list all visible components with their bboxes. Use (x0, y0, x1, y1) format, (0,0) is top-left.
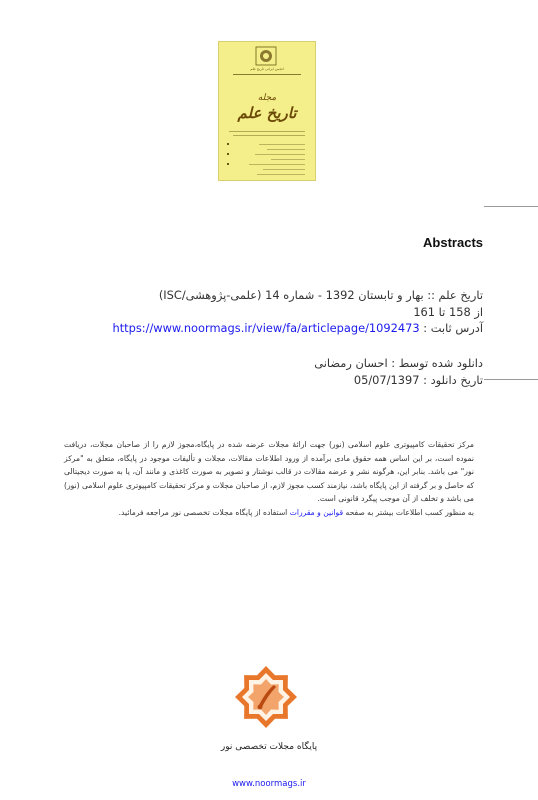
cover-line (263, 169, 305, 170)
footer-site-link[interactable]: www.noormags.ir (232, 779, 306, 789)
permalink-row (112, 321, 483, 335)
cover-bullet (227, 163, 229, 165)
divider-top (484, 206, 538, 207)
cover-bullet (227, 143, 229, 145)
downloaded-by: دانلود شده توسط : احسان رمضانی (314, 356, 483, 370)
journal-cover-image (218, 41, 316, 181)
logo-caption: پایگاه مجلات تخصصی نور (220, 742, 318, 752)
cover-line (267, 149, 305, 150)
copyright-text: مرکز تحقیقات کامپیوتری علوم اسلامی (نور) جهت ارائهٔ مجلات عرضه شده در پایگاه،مجوز لازم را از صاحبان مجلات، دریافت نموده است، بر این اساس همه حقوق مادی برآمده از ورود اطلاعات مقالات، مجلات و تألیفات موجود در پایگاه، متعلق به "مرکز نور" می باشد. بنابر این، هرگونه نشر و عرضه مقالات در قالب نوشتار و تصویر به صورت کاغذی و مانند آن، یا به صورت دیجیتالی که حاصل و بر گرفته از این پایگاه باشد، نیازمند کسب مجوز لازم، از صاحبان مجلات و مرکز تحقیقات کامپیوتری علوم اسلامی (نور) می باشد و تخلف از آن موجب پیگرد قانونی است. (64, 440, 474, 504)
more-info-prefix: به منظور کسب اطلاعات بیشتر به صفحه (343, 507, 474, 517)
article-citation: تاریخ علم :: بهار و تابستان 1392 - شماره 14 (علمی-پژوهشی/ISC) (158, 288, 483, 302)
cover-line (259, 144, 305, 145)
abstracts-heading: Abstracts (423, 235, 483, 250)
copyright-notice (64, 438, 474, 520)
cover-line (249, 164, 305, 165)
divider-bottom (484, 379, 538, 380)
download-date: تاریخ دانلود : 05/07/1397 (353, 373, 483, 387)
cover-bullet (227, 153, 229, 155)
cover-title: تاریخ علم (237, 104, 297, 122)
permalink-link[interactable]: https://www.noormags.ir/view/fa/articlepage/1092473 (112, 321, 420, 335)
cover-line (233, 135, 305, 136)
permalink-label: آدرس ثابت : (419, 321, 483, 335)
cover-publisher: انجمن ایرانی تاریخ علم (250, 67, 284, 71)
cover-line (229, 131, 305, 132)
cover-title-small: مجله (257, 93, 277, 103)
noormags-logo-icon (233, 664, 299, 730)
cover-line (255, 154, 305, 155)
article-pages: از 158 تا 161 (413, 305, 483, 319)
more-info-suffix: استفاده از پایگاه مجلات تخصصی نور مراجعه فرمائید. (118, 507, 290, 517)
cover-line (271, 159, 305, 160)
cover-line (257, 174, 305, 175)
rules-link[interactable]: قوانین و مقررات (289, 507, 344, 517)
journal-emblem-icon (255, 46, 277, 66)
footer (0, 779, 538, 789)
cover-rule (233, 74, 301, 75)
